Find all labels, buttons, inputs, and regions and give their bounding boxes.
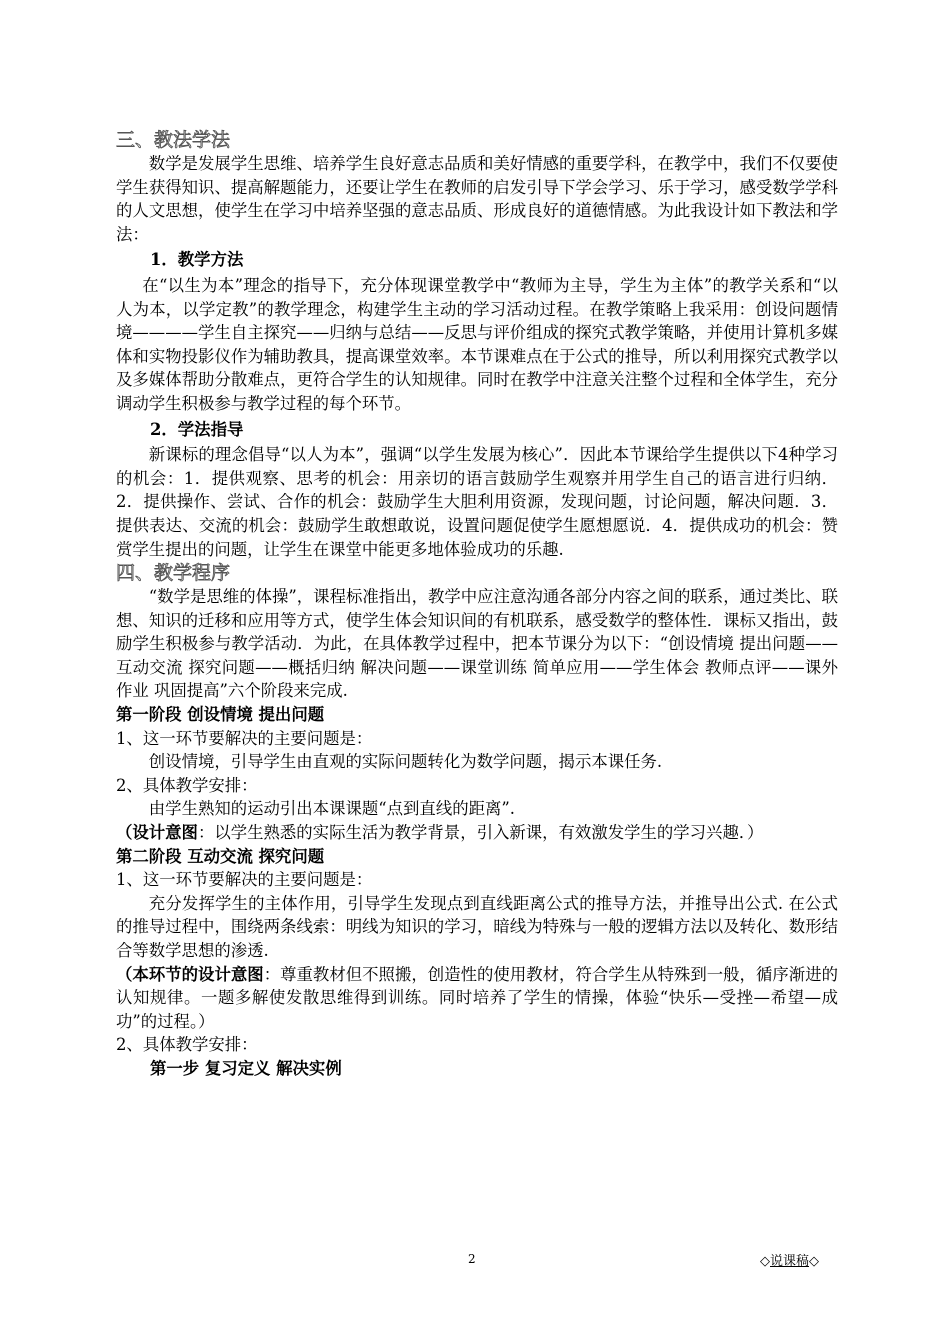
subheading-learning-guidance: 2．学法指导 bbox=[150, 419, 244, 439]
section-heading-teaching-procedure: 四、教学程序 bbox=[116, 562, 231, 585]
design-note-text: ：以学生熟悉的实际生活为教学背景，引入新课，有效激发学生的学习兴趣．） bbox=[197, 823, 764, 843]
stage-2-title: 第二阶段 互动交流 探究问题 bbox=[116, 846, 325, 866]
design-note-label: （本环节的设计意图 bbox=[116, 964, 264, 984]
learning-guidance-paragraph: 新课标的理念倡导“以人为本”，强调“以学生发展为核心”．因此本节课给学生提供以下4种学习的机会：1．提供观察、思考的机会：用亲切的语言鼓励学生观察并用学生自己的语言进行归纳．2．提供操作、尝试、合作的机会：鼓励学生大胆利用资源，发现问题，讨论问题，解决问题．3．提供表达、交流的机会：鼓励学生敢想敢说，设置问题促使学生愿想愿说．4．提供成功的机会：赞赏学生提出的问题，让学生在课堂中能更多地体验成功的乐趣. bbox=[116, 445, 838, 559]
page-number: 2 bbox=[468, 1252, 476, 1266]
procedure-intro-paragraph: “数学是思维的体操”，课程标准指出，教学中应注意沟通各部分内容之间的联系，通过类比、联想、知识的迁移和应用等方式，使学生体会知识间的有机联系，感受数学的整体性．课标又指出，鼓励学生积极参与教学活动．为此，在具体教学过程中，把本节课分为以下：“创设情境 提出问题——互动交流 探究问题——概括归纳 解决问题——课堂训练 简单应用——学生体会 教师点评——课外作业 巩固提高”六个阶段来完成. bbox=[116, 587, 838, 701]
stage-1-design-note bbox=[116, 821, 838, 845]
stage-2-answer-1: 充分发挥学生的主体作用，引导学生发现点到直线距离公式的推导方法，并推导出公式. 在公式的推导过程中，围绕两条线索：明线为知识的学习，暗线为特殊与一般的逻辑方法以及转化、数形结合等数学思想的渗透. bbox=[116, 893, 838, 960]
document-page bbox=[116, 128, 838, 1081]
section-intro-paragraph: 数学是发展学生思维、培养学生良好意志品质和美好情感的重要学科，在教学中，我们不仅要使学生获得知识、提高解题能力，还要让学生在教师的启发引导下学会学习、乐于学习，感受数学学科的人文思想，使学生在学习中培养坚强的意志品质、形成良好的道德情感。为此我设计如下教法和学法： bbox=[116, 154, 838, 244]
diamond-icon: ◇ bbox=[809, 1254, 820, 1269]
subheading-teaching-method: 1．教学方法 bbox=[150, 250, 244, 270]
stage-2-question-2: 2、具体教学安排： bbox=[116, 1035, 258, 1055]
teaching-method-paragraph: 在“以生为本”理念的指导下，充分体现课堂教学中“教师为主导，学生为主体”的教学关系和“以人为本，以学定教”的教学理念，构建学生主动的学习活动过程。在教学策略上我采用：创设问题情境————学生自主探究——归纳与总结——反思与评价组成的探究式教学策略，并使用计算机多媒体和实物投影仪作为辅助教具，提高课堂效率。本节课难点在于公式的推导，所以利用探究式教学以及多媒体帮助分散难点，更符合学生的认知规律。同时在教学中注意关注整个过程和全体学生，充分调动学生积极参与教学过程的每个环节。 bbox=[116, 275, 838, 413]
stage-2-design-note bbox=[116, 963, 838, 1034]
design-note-text: ：尊重教材但不照搬，创造性的使用教材，符合学生从特殊到一般，循序渐进的认知规律。一题多解使发散思维得到训练。同时培养了学生的情操，体验“快乐—受挫—希望—成功”的过程。） bbox=[116, 964, 838, 1031]
stage-2-step-1: 第一步 复习定义 解决实例 bbox=[150, 1058, 342, 1078]
stage-1-answer-2: 由学生熟知的运动引出本课课题“点到直线的距离”. bbox=[148, 799, 515, 819]
stage-1-answer-1: 创设情境，引导学生由直观的实际问题转化为数学问题，揭示本课任务. bbox=[148, 752, 663, 772]
footer-tag-text: 说课稿 bbox=[770, 1254, 810, 1269]
design-note-label: （设计意图 bbox=[116, 823, 198, 843]
footer-document-tag bbox=[760, 1250, 819, 1269]
stage-1-question-1: 1、这一环节要解决的主要问题是： bbox=[116, 728, 373, 748]
stage-1-title: 第一阶段 创设情境 提出问题 bbox=[116, 705, 325, 725]
stage-2-question-1: 1、这一环节要解决的主要问题是： bbox=[116, 870, 373, 890]
stage-1-question-2: 2、具体教学安排： bbox=[116, 775, 258, 795]
section-heading-teaching-methods: 三、教法学法 bbox=[116, 129, 231, 151]
diamond-icon: ◇ bbox=[760, 1254, 770, 1269]
